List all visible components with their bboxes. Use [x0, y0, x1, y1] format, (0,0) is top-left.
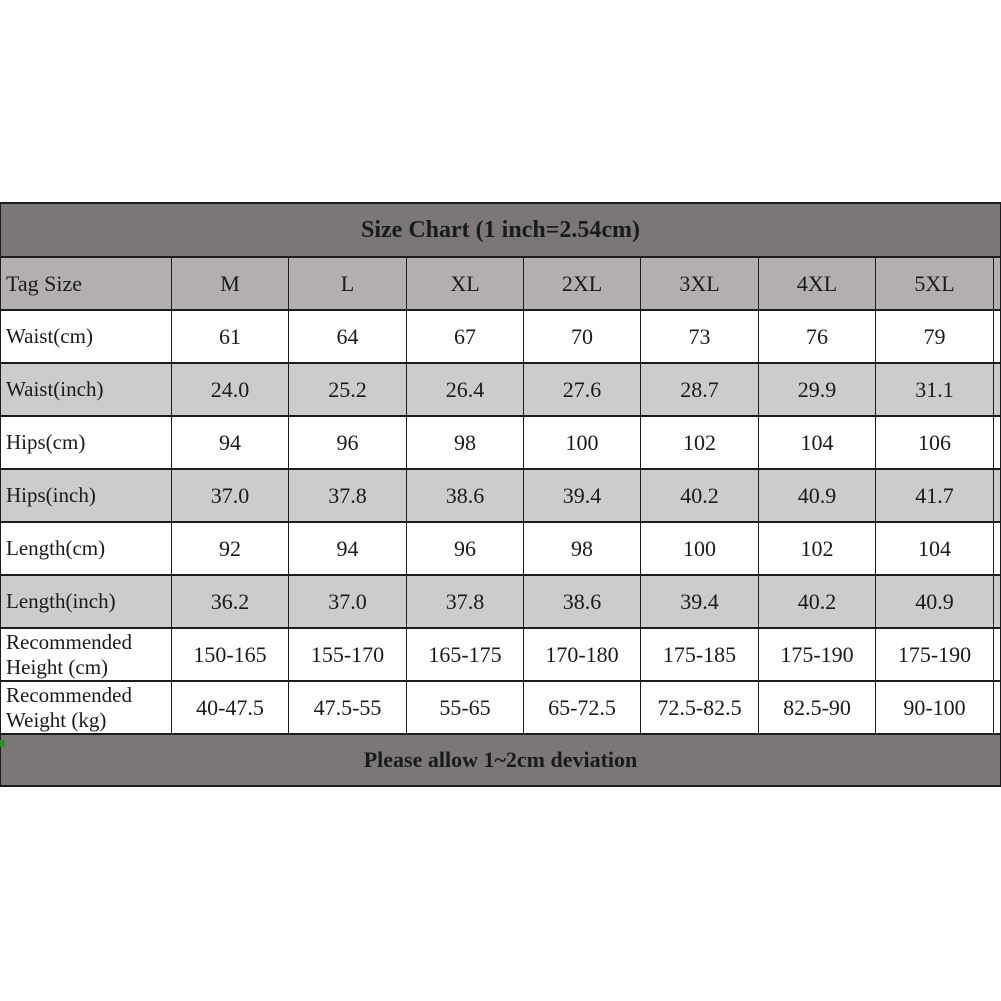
column-header: M — [172, 257, 289, 310]
table-footnote: Please allow 1~2cm deviation — [1, 734, 1001, 786]
size-value-cell: 61 — [172, 310, 289, 363]
table-row — [1, 522, 1001, 575]
row-label: Hips(inch) — [1, 469, 172, 522]
size-value-cell: 175-185 — [641, 628, 759, 681]
column-header: 5XL — [876, 257, 994, 310]
table-row — [1, 628, 1001, 681]
size-value-cell: 40.2 — [641, 469, 759, 522]
size-value-cell: 37.8 — [407, 575, 524, 628]
clipped-column-cell — [994, 522, 1001, 575]
size-value-cell: 150-165 — [172, 628, 289, 681]
size-value-cell: 104 — [759, 416, 876, 469]
clipped-column-cell — [994, 416, 1001, 469]
size-value-cell: 82.5-90 — [759, 681, 876, 734]
size-value-cell: 36.2 — [172, 575, 289, 628]
table-row — [1, 681, 1001, 734]
size-value-cell: 102 — [759, 522, 876, 575]
size-value-cell: 73 — [641, 310, 759, 363]
size-value-cell: 76 — [759, 310, 876, 363]
size-value-cell: 65-72.5 — [524, 681, 641, 734]
title-row — [1, 203, 1001, 257]
size-value-cell: 106 — [876, 416, 994, 469]
size-chart-table — [0, 202, 1001, 787]
clipped-column-cell — [994, 469, 1001, 522]
size-value-cell: 100 — [641, 522, 759, 575]
size-value-cell: 100 — [524, 416, 641, 469]
size-value-cell: 38.6 — [524, 575, 641, 628]
clipped-column-cell — [994, 310, 1001, 363]
clipped-column-cell — [994, 257, 1001, 310]
size-value-cell: 92 — [172, 522, 289, 575]
size-value-cell: 165-175 — [407, 628, 524, 681]
table-header-row — [1, 257, 1001, 310]
clipped-column-cell — [994, 628, 1001, 681]
size-value-cell: 26.4 — [407, 363, 524, 416]
size-value-cell: 39.4 — [641, 575, 759, 628]
size-value-cell: 155-170 — [289, 628, 407, 681]
size-value-cell: 98 — [524, 522, 641, 575]
table-row — [1, 416, 1001, 469]
size-value-cell: 37.0 — [289, 575, 407, 628]
size-value-cell: 104 — [876, 522, 994, 575]
size-value-cell: 64 — [289, 310, 407, 363]
size-value-cell: 25.2 — [289, 363, 407, 416]
header-tag-size: Tag Size — [1, 257, 172, 310]
size-value-cell: 90-100 — [876, 681, 994, 734]
size-value-cell: 40.9 — [759, 469, 876, 522]
size-value-cell: 41.7 — [876, 469, 994, 522]
row-label: Length(inch) — [1, 575, 172, 628]
size-value-cell: 175-190 — [876, 628, 994, 681]
table-title: Size Chart (1 inch=2.54cm) — [1, 203, 1001, 257]
clipped-column-cell — [994, 363, 1001, 416]
size-value-cell: 28.7 — [641, 363, 759, 416]
size-value-cell: 39.4 — [524, 469, 641, 522]
size-value-cell: 72.5-82.5 — [641, 681, 759, 734]
column-header: XL — [407, 257, 524, 310]
size-value-cell: 96 — [289, 416, 407, 469]
size-value-cell: 27.6 — [524, 363, 641, 416]
size-value-cell: 96 — [407, 522, 524, 575]
size-value-cell: 40.9 — [876, 575, 994, 628]
size-value-cell: 38.6 — [407, 469, 524, 522]
table-row — [1, 575, 1001, 628]
size-value-cell: 40-47.5 — [172, 681, 289, 734]
column-header: 4XL — [759, 257, 876, 310]
size-value-cell: 47.5-55 — [289, 681, 407, 734]
clipped-column-cell — [994, 575, 1001, 628]
column-header: 2XL — [524, 257, 641, 310]
size-value-cell: 67 — [407, 310, 524, 363]
size-value-cell: 94 — [289, 522, 407, 575]
row-label: Hips(cm) — [1, 416, 172, 469]
table-row — [1, 310, 1001, 363]
size-value-cell: 55-65 — [407, 681, 524, 734]
size-value-cell: 79 — [876, 310, 994, 363]
row-label: Waist(inch) — [1, 363, 172, 416]
row-label: Recommended Weight (kg) — [1, 681, 172, 734]
size-value-cell: 94 — [172, 416, 289, 469]
row-label: Recommended Height (cm) — [1, 628, 172, 681]
row-label: Length(cm) — [1, 522, 172, 575]
column-header: 3XL — [641, 257, 759, 310]
size-value-cell: 102 — [641, 416, 759, 469]
size-value-cell: 70 — [524, 310, 641, 363]
size-value-cell: 170-180 — [524, 628, 641, 681]
size-value-cell: 37.8 — [289, 469, 407, 522]
column-header: L — [289, 257, 407, 310]
size-value-cell: 175-190 — [759, 628, 876, 681]
clipped-column-cell — [994, 681, 1001, 734]
green-artifact — [0, 740, 5, 747]
size-value-cell: 40.2 — [759, 575, 876, 628]
table-row — [1, 363, 1001, 416]
size-value-cell: 24.0 — [172, 363, 289, 416]
size-value-cell: 98 — [407, 416, 524, 469]
size-value-cell: 31.1 — [876, 363, 994, 416]
footnote-row — [1, 734, 1001, 786]
table-row — [1, 469, 1001, 522]
size-value-cell: 37.0 — [172, 469, 289, 522]
size-value-cell: 29.9 — [759, 363, 876, 416]
row-label: Waist(cm) — [1, 310, 172, 363]
